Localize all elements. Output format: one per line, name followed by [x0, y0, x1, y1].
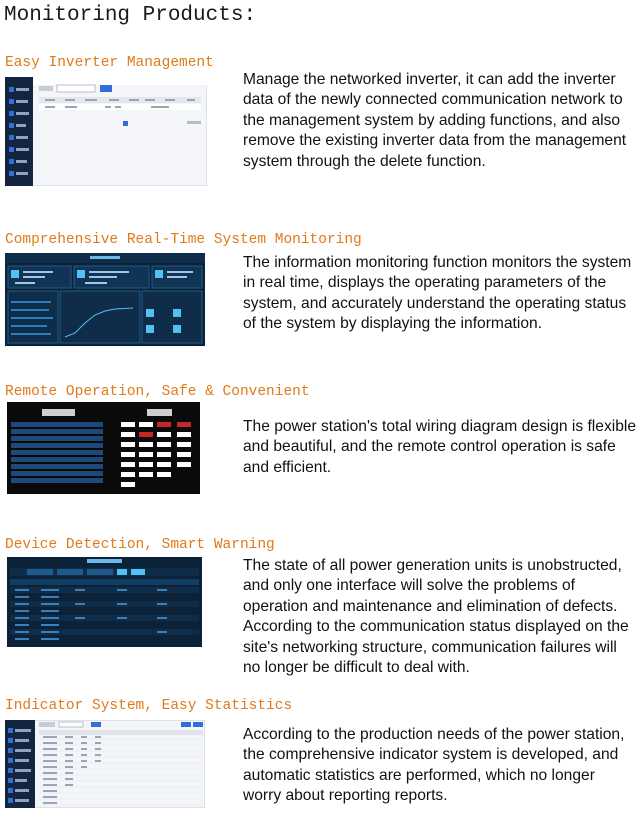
section-description-device-detection: The state of all power generation units is unobstructed, and only one interface will solve the problems of operation and maintenance and elimination of defects. According to the communication status displayed on the site's networking structure, communication failures will no longer be difficult to deal with. [243, 557, 629, 677]
device-detection-screenshot [7, 557, 202, 647]
realtime-monitoring-screenshot [5, 253, 205, 346]
remote-operation-screenshot [7, 402, 200, 494]
section-heading-device-detection: Device Detection, Smart Warning [5, 537, 275, 553]
section-description-indicator-system: According to the production needs of the power station, the comprehensive indicator system is developed, and automatic statistics are performed, which no longer worry about reporting reports. [243, 726, 625, 805]
section-heading-inverter-management: Easy Inverter Management [5, 55, 214, 71]
indicator-system-screenshot [5, 720, 205, 808]
section-description-inverter-management: Manage the networked inverter, it can add the inverter data of the newly connected communication network to the management system by adding functions, and also remove the existing inverter data from the management system through the delete function. [243, 71, 627, 170]
section-heading-indicator-system: Indicator System, Easy Statistics [5, 698, 293, 714]
section-description-remote-operation: The power station's total wiring diagram design is flexible and beautiful, and the remote control operation is safe and efficient. [243, 418, 637, 476]
inverter-management-screenshot [5, 77, 207, 186]
page-title: Monitoring Products: [4, 4, 257, 27]
section-description-realtime-monitoring: The information monitoring function monitors the system in real time, displays the operating parameters of the system, and accurately understand the operating status of the system by displaying the information. [243, 254, 632, 333]
section-heading-realtime-monitoring: Comprehensive Real-Time System Monitoring [5, 232, 362, 248]
section-heading-remote-operation: Remote Operation, Safe & Convenient [5, 384, 310, 400]
